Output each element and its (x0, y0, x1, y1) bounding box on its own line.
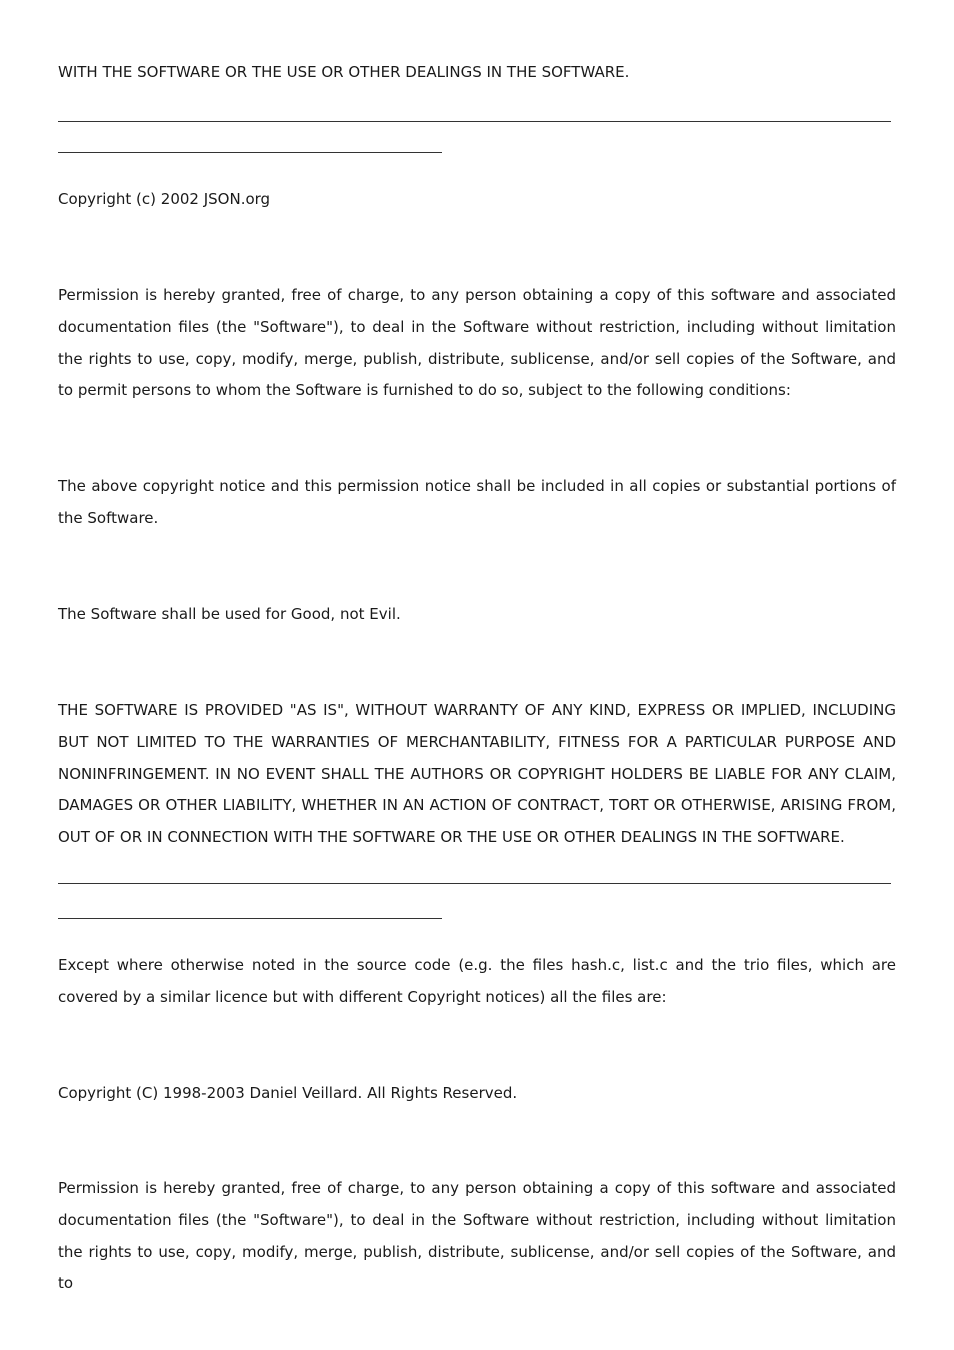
divider-short (58, 152, 442, 153)
json-warranty-disclaimer: THE SOFTWARE IS PROVIDED "AS IS", WITHOUT WARRANTY OF ANY KIND, EXPRESS OR IMPLIED, INCLUDING BUT NOT LIMITED TO THE WARRANTIES OF MERCHANTABILITY, FITNESS FOR A PARTICULAR PURPOSE AND NONINFRINGEMENT. IN NO EVENT SHALL THE AUTHORS OR COPYRIGHT HOLDERS BE LIABLE FOR ANY CLAIM, DAMAGES OR OTHER LIABILITY, WHETHER IN AN ACTION OF CONTRACT, TORT OR OTHERWISE, ARISING FROM, OUT OF OR IN CONNECTION WITH THE SOFTWARE OR THE USE OR OTHER DEALINGS IN THE SOFTWARE. (58, 701, 896, 847)
json-notice-paragraph: The above copyright notice and this permission notice shall be included in all copies or substantial portions of the Software. (58, 477, 896, 527)
divider-long (58, 121, 891, 122)
license-text-continuation: WITH THE SOFTWARE OR THE USE OR OTHER DEALINGS IN THE SOFTWARE. (58, 63, 630, 81)
json-good-not-evil-line: The Software shall be used for Good, not Evil. (58, 605, 401, 623)
json-permission-paragraph: Permission is hereby granted, free of charge, to any person obtaining a copy of this software and associated documentation files (the "Software"), to deal in the Software without restriction, including without limitation the rights to use, copy, modify, merge, publish, distribute, sublicense, and/or sell copies of the Software, and to permit persons to whom the Software is furnished to do so, subject to the following conditions: (58, 286, 896, 400)
divider-short (58, 918, 442, 919)
libxml-exception-paragraph: Except where otherwise noted in the source code (e.g. the files hash.c, list.c and the trio files, which are covered by a similar licence but with different Copyright notices) all the files are: (58, 956, 896, 1006)
libxml-permission-paragraph: Permission is hereby granted, free of charge, to any person obtaining a copy of this software and associated documentation files (the "Software"), to deal in the Software without restriction, including without limitation the rights to use, copy, modify, merge, publish, distribute, sublicense, and/or sell copies of the Software, and to (58, 1179, 896, 1293)
libxml-copyright-line: Copyright (C) 1998-2003 Daniel Veillard. All Rights Reserved. (58, 1084, 518, 1102)
divider-long (58, 883, 891, 884)
json-copyright-line: Copyright (c) 2002 JSON.org (58, 190, 271, 208)
